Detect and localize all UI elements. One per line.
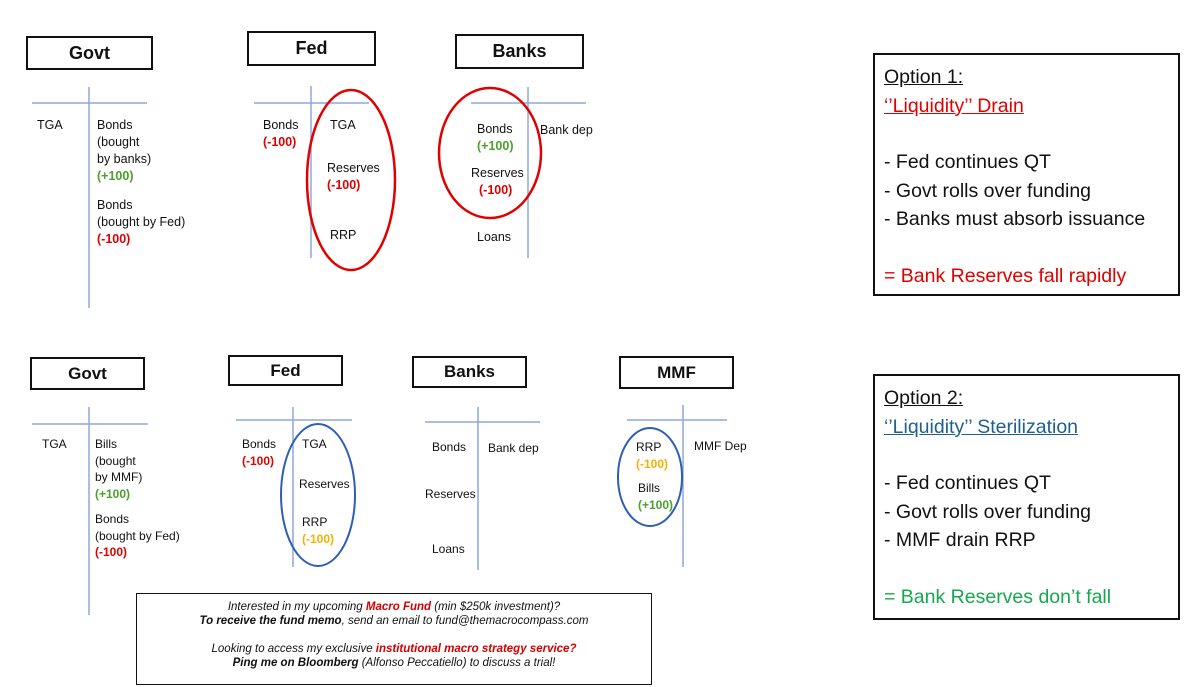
option2-subtitle: ‘’Liquidity’’ Sterilization (884, 415, 1079, 438)
option1-point: - Banks must absorb issuance (884, 208, 1146, 230)
promo-line-3: Looking to access my exclusive institutional macro strategy service? (211, 643, 577, 655)
top-govt-bonds-fed-change: (-100) (97, 232, 131, 246)
bottom-mmf-bills-change: (+100) (638, 497, 674, 512)
top-banks-bonds: Bonds (+100) (477, 122, 514, 153)
top-fed-header: Fed (247, 31, 376, 66)
bottom-govt-bonds-fed-change: (-100) (95, 545, 128, 559)
option1-point: - Fed continues QT (884, 151, 1051, 173)
promo-box (136, 593, 652, 685)
top-fed-rrp: RRP (330, 228, 357, 242)
bottom-mmf-rrp: RRP (-100) (636, 440, 669, 471)
option1-point: - Govt rolls over funding (884, 179, 1092, 202)
bottom-fed-rrp: RRP (-100) (302, 515, 335, 546)
bottom-govt-bonds-fed: Bonds (bought by Fed) (-100) (95, 512, 180, 559)
option2-box (873, 374, 1180, 620)
bottom-mmf-rrp-change: (-100) (636, 456, 669, 471)
top-fed-reserves: Reserves (-100) (327, 161, 380, 192)
promo-line-2: To receive the fund memo, send an email to fund@themacrocompass.com (199, 615, 589, 627)
top-banks-bonds-change: (+100) (477, 139, 514, 153)
top-fed-reserves-change: (-100) (327, 178, 361, 192)
option2-point: - Fed continues QT (884, 472, 1051, 494)
option2-point: - MMF drain RRP (884, 529, 1036, 551)
option2-title: Option 2: (884, 387, 964, 409)
bottom-fed-tga: TGA (302, 437, 327, 451)
bottom-banks-reserves: Reserves (425, 487, 476, 501)
bottom-fed-bonds: Bonds (-100) (242, 437, 277, 468)
top-govt-tga: TGA (37, 118, 63, 132)
bottom-govt-header: Govt (30, 357, 145, 390)
bottom-mmf-bills: Bills (+100) (638, 481, 674, 512)
top-govt-bonds-fed: Bonds (bought by Fed) (-100) (97, 198, 186, 246)
bottom-fed-bonds-change: (-100) (242, 453, 275, 468)
option2-point: - Govt rolls over funding (884, 500, 1092, 523)
option1-conclusion: = Bank Reserves fall rapidly (884, 264, 1127, 287)
top-fed-bonds: Bonds (-100) (263, 118, 299, 149)
bottom-govt-bills-change: (+100) (95, 486, 131, 501)
promo-line-4: Ping me on Bloomberg (Alfonso Peccatiello) to discuss a trial! (232, 657, 556, 669)
bottom-banks-bank-dep: Bank dep (488, 441, 539, 455)
top-fed-tga: TGA (330, 118, 356, 132)
option1-subtitle: ‘’Liquidity’’ Drain (884, 94, 1024, 117)
option1-box (873, 53, 1180, 296)
top-banks-reserves-change: (-100) (479, 183, 513, 197)
bottom-mmf-header: MMF (619, 356, 734, 389)
promo-line-1: Interested in my upcoming Macro Fund (min $250k investment)? (227, 601, 561, 613)
top-banks-header: Banks (455, 34, 584, 69)
bottom-mmf-dep: MMF Dep (694, 439, 747, 453)
bottom-govt-bills: Bills (bought by MMF) (+100) (95, 437, 143, 501)
top-govt-bonds-banks-change: (+100) (97, 169, 134, 183)
top-govt-bonds-banks: Bonds (bought by banks) (+100) (97, 118, 152, 183)
top-govt-header: Govt (26, 36, 153, 70)
option1-title: Option 1: (884, 66, 964, 88)
top-banks-reserves: Reserves (-100) (471, 166, 524, 197)
bottom-fed-header: Fed (228, 355, 343, 386)
bottom-banks-bonds: Bonds (432, 440, 467, 454)
bottom-banks-loans: Loans (432, 542, 465, 556)
bottom-govt-tga: TGA (42, 437, 67, 451)
bottom-fed-rrp-change: (-100) (302, 531, 335, 546)
bottom-banks-header: Banks (412, 356, 527, 388)
top-banks-loans: Loans (477, 230, 512, 244)
top-fed-bonds-change: (-100) (263, 135, 297, 149)
option2-conclusion: = Bank Reserves don’t fall (884, 585, 1112, 608)
bottom-fed-reserves: Reserves (299, 477, 350, 491)
top-banks-bank-dep: Bank dep (540, 123, 593, 137)
